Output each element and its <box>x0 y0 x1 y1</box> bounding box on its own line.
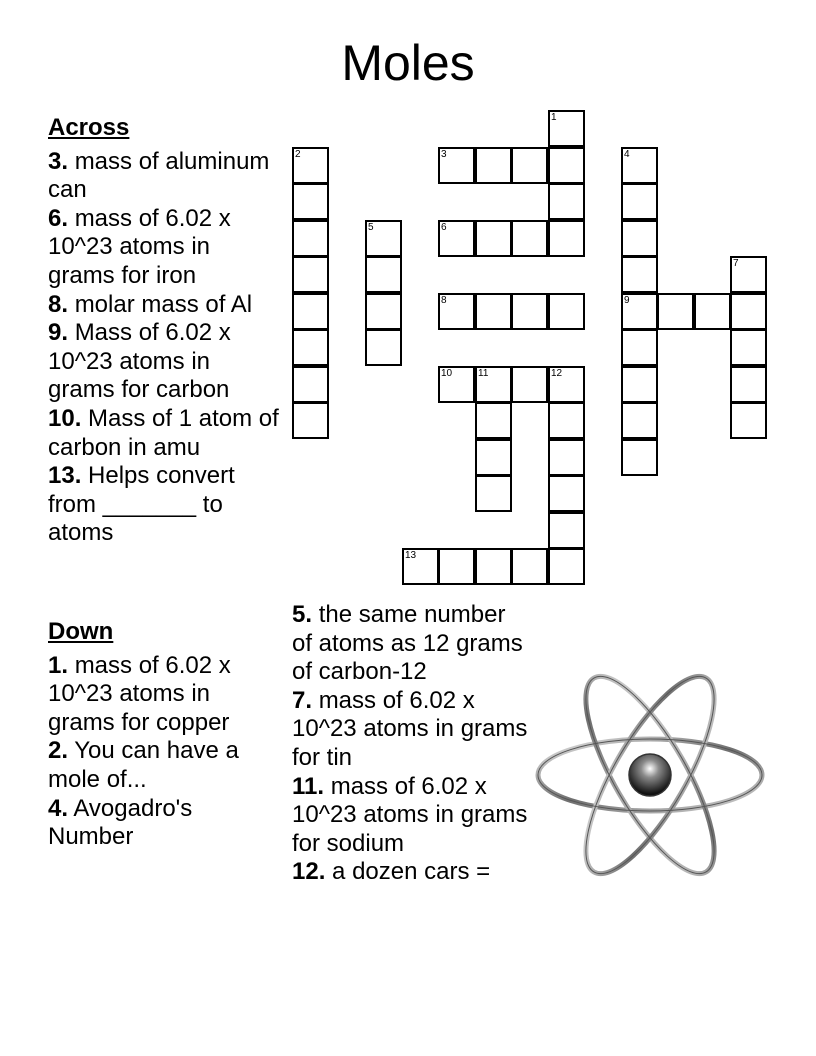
clue-text: a dozen cars = <box>332 858 491 886</box>
cell-number: 3 <box>441 149 447 160</box>
grid-cell[interactable] <box>621 256 658 293</box>
clue-number: 2. <box>48 737 69 765</box>
clue-number: 7. <box>292 686 313 714</box>
down-clues <box>48 618 280 852</box>
clue-down-12 <box>292 858 528 887</box>
clue-text: Mass of 6.02 x 10^23 atoms in grams for carbon <box>48 319 231 404</box>
grid-cell[interactable] <box>511 293 548 330</box>
grid-cell[interactable] <box>292 183 329 220</box>
grid-cell[interactable] <box>475 402 512 439</box>
clue-text: mass of 6.02 x 10^23 atoms in grams for sodium <box>292 772 528 857</box>
grid-cell[interactable] <box>730 293 767 330</box>
atom-icon <box>530 655 770 895</box>
clue-text: mass of aluminum can <box>48 147 270 204</box>
cell-number: 1 <box>551 112 557 123</box>
grid-cell[interactable] <box>548 366 585 403</box>
grid-cell[interactable] <box>438 366 475 403</box>
grid-cell[interactable] <box>292 220 329 257</box>
down-heading: Down <box>48 618 114 645</box>
grid-cell[interactable] <box>621 183 658 220</box>
grid-cell[interactable] <box>548 402 585 439</box>
clue-number: 10. <box>48 404 82 432</box>
grid-cell[interactable] <box>621 293 658 330</box>
grid-cell[interactable] <box>730 402 767 439</box>
grid-cell[interactable] <box>292 293 329 330</box>
grid-cell[interactable] <box>475 366 512 403</box>
grid-cell[interactable] <box>621 220 658 257</box>
grid-cell[interactable] <box>365 293 402 330</box>
grid-cell[interactable] <box>694 293 731 330</box>
grid-cell[interactable] <box>548 183 585 220</box>
grid-cell[interactable] <box>511 366 548 403</box>
cell-number: 12 <box>551 368 563 379</box>
cell-number: 2 <box>295 149 301 160</box>
grid-cell[interactable] <box>548 147 585 184</box>
down-clues-continued <box>292 601 528 887</box>
cell-number: 11 <box>478 368 489 379</box>
clue-down-2 <box>48 737 280 794</box>
cell-number: 9 <box>624 295 630 306</box>
grid-cell[interactable] <box>730 329 767 366</box>
grid-cell[interactable] <box>511 548 548 585</box>
page-title: Moles <box>341 35 475 91</box>
clue-text: You can have a mole of... <box>48 737 239 793</box>
clue-text: molar mass of Al <box>74 290 253 318</box>
grid-cell[interactable] <box>365 256 402 293</box>
grid-cell[interactable] <box>438 548 475 585</box>
clue-down-1 <box>48 652 280 738</box>
cell-number: 8 <box>441 295 447 306</box>
grid-cell[interactable] <box>548 110 585 147</box>
grid-cell[interactable] <box>292 329 329 366</box>
grid-cell[interactable] <box>292 147 329 184</box>
clue-text: Avogadro's Number <box>48 794 193 851</box>
clue-text: mass of 6.02 x 10^23 atoms in grams for tin <box>292 686 528 771</box>
grid-cell[interactable] <box>548 439 585 476</box>
grid-cell[interactable] <box>475 475 512 512</box>
grid-cell[interactable] <box>548 220 585 257</box>
grid-cell[interactable] <box>548 475 585 512</box>
clue-number: 1. <box>48 651 69 679</box>
grid-cell[interactable] <box>475 147 512 184</box>
grid-cell[interactable] <box>621 439 658 476</box>
grid-cell[interactable] <box>475 439 512 476</box>
grid-cell[interactable] <box>657 293 694 330</box>
clue-number: 8. <box>48 290 69 318</box>
grid-cell[interactable] <box>402 548 439 585</box>
grid-cell[interactable] <box>621 147 658 184</box>
cell-number: 5 <box>368 222 374 233</box>
clue-number: 9. <box>48 319 69 347</box>
clue-number: 11. <box>292 772 325 800</box>
cell-number: 13 <box>405 550 417 561</box>
clue-text: Mass of 1 atom of carbon in amu <box>48 404 279 461</box>
grid-cell[interactable] <box>548 512 585 549</box>
across-heading: Across <box>48 114 130 141</box>
grid-cell[interactable] <box>475 548 512 585</box>
clue-down-4 <box>48 795 280 852</box>
grid-cell[interactable] <box>511 147 548 184</box>
cell-number: 4 <box>624 149 630 160</box>
grid-cell[interactable] <box>475 293 512 330</box>
clue-number: 4. <box>48 794 69 822</box>
grid-cell[interactable] <box>548 548 585 585</box>
clue-number: 3. <box>48 147 69 175</box>
grid-cell[interactable] <box>475 220 512 257</box>
clue-text: mass of 6.02 x 10^23 atoms in grams for iron <box>48 204 231 289</box>
clue-text: Helps convert from _______ to atoms <box>48 462 235 547</box>
grid-cell[interactable] <box>292 366 329 403</box>
grid-cell[interactable] <box>365 220 402 257</box>
grid-cell[interactable] <box>621 402 658 439</box>
grid-cell[interactable] <box>730 256 767 293</box>
grid-cell[interactable] <box>438 147 475 184</box>
grid-cell[interactable] <box>292 402 329 439</box>
clue-down-11 <box>292 773 528 859</box>
grid-cell[interactable] <box>365 329 402 366</box>
clue-number: 6. <box>48 204 69 232</box>
grid-cell[interactable] <box>621 329 658 366</box>
grid-cell[interactable] <box>621 366 658 403</box>
grid-cell[interactable] <box>438 293 475 330</box>
grid-cell[interactable] <box>292 256 329 293</box>
cell-number: 7 <box>733 258 739 269</box>
grid-cell[interactable] <box>438 220 475 257</box>
clue-text: the same number of atoms as 12 grams of carbon-12 <box>292 601 523 686</box>
grid-cell[interactable] <box>511 220 548 257</box>
clue-text: mass of 6.02 x 10^23 atoms in grams for copper <box>48 651 231 736</box>
clue-down-5 <box>292 601 528 687</box>
cell-number: 6 <box>441 222 447 233</box>
clue-number: 13. <box>48 462 82 490</box>
grid-cell[interactable] <box>730 366 767 403</box>
clue-number: 12. <box>292 858 326 886</box>
cell-number: 10 <box>441 368 453 379</box>
grid-cell[interactable] <box>548 293 585 330</box>
clue-down-7 <box>292 687 528 773</box>
clue-number: 5. <box>292 601 313 628</box>
